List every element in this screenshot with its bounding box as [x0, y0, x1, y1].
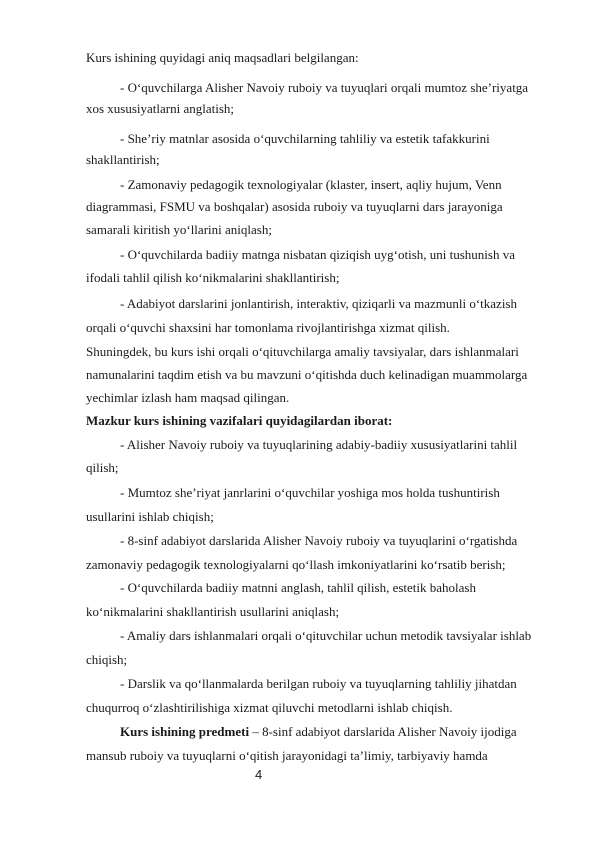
paragraph-line: Shuningdek, bu kurs ishi orqali o‘qituvchilarga amaliy tavsiyalar, dars ishlanmalari: [86, 344, 519, 359]
subject-heading: Kurs ishining predmeti: [120, 724, 250, 739]
subject-text: – 8-sinf adabiyot darslarida Alisher Navoiy ijodiga: [249, 724, 517, 739]
paragraph-line: xos xususiyatlarni anglatish;: [86, 101, 235, 116]
paragraph-line: [120, 724, 565, 739]
paragraph-line: - Adabiyot darslarini jonlantirish, interaktiv, qiziqarli va mazmunli o‘tkazish: [120, 296, 518, 311]
paragraph-line: - Alisher Navoiy ruboiy va tuyuqlarining adabiy-badiiy xususiyatlarini tahlil: [120, 437, 518, 452]
paragraph-line: Kurs ishining quyidagi aniq maqsadlari belgilangan:: [86, 50, 359, 65]
paragraph-line: zamonaviy pedagogik texnologiyalarni qo‘llash imkoniyatlarini ko‘rsatib berish;: [86, 557, 506, 572]
paragraph-line: diagrammasi, FSMU va boshqalar) asosida ruboiy va tuyuqlarni dars jarayoniga: [86, 199, 503, 214]
paragraph-line: - Mumtoz she’riyat janrlarini o‘quvchilar yoshiga mos holda tushuntirish: [120, 485, 500, 500]
page-number: 4: [255, 767, 263, 782]
paragraph-line: usullarini ishlab chiqish;: [86, 509, 214, 524]
paragraph-line: - O‘quvchilarda badiiy matnga nisbatan qiziqish uyg‘otish, uni tushunish va: [120, 247, 515, 262]
paragraph-line: - O‘quvchilarga Alisher Navoiy ruboiy va tuyuqlari orqali mumtoz she’riyatga: [120, 80, 529, 95]
paragraph-line: - She’riy matnlar asosida o‘quvchilarning tahliliy va estetik tafakkurini: [120, 131, 490, 146]
paragraph-line: - Amaliy dars ishlanmalari orqali o‘qituvchilar uchun metodik tavsiyalar ishlab: [120, 628, 532, 643]
paragraph-line: - O‘quvchilarda badiiy matnni anglash, tahlil qilish, estetik baholash: [120, 580, 476, 595]
paragraph-line: chiqish;: [86, 652, 128, 667]
paragraph-line: yechimlar izlash ham maqsad qilingan.: [86, 390, 290, 405]
paragraph-line: - Zamonaviy pedagogik texnologiyalar (klaster, insert, aqliy hujum, Venn: [120, 177, 502, 192]
paragraph-line: chuqurroq o‘zlashtirilishiga xizmat qiluvchi metodlarni ishlab chiqish.: [86, 700, 453, 715]
paragraph-line: ko‘nikmalarini shakllantirish usullarini aniqlash;: [86, 604, 340, 619]
paragraph-line: - Darslik va qo‘llanmalarda berilgan ruboiy va tuyuqlarning tahliliy jihatdan: [120, 676, 517, 691]
paragraph-line: shakllantirish;: [86, 152, 160, 167]
paragraph-line: orqali o‘quvchi shaxsini har tomonlama rivojlantirishga xizmat qilish.: [86, 320, 450, 335]
paragraph-line: ifodali tahlil qilish ko‘nikmalarini shakllantirish;: [86, 270, 340, 285]
section-heading: Mazkur kurs ishining vazifalari quyidagilardan iborat:: [86, 413, 393, 428]
paragraph-line: qilish;: [86, 460, 119, 475]
paragraph-line: mansub ruboiy va tuyuqlarni o‘qitish jarayonidagi ta’limiy, tarbiyaviy hamda: [86, 748, 488, 763]
paragraph-line: - 8-sinf adabiyot darslarida Alisher Navoiy ruboiy va tuyuqlarini o‘rgatishda: [120, 533, 518, 548]
paragraph-line: namunalarini taqdim etish va bu mavzuni o‘qitishda duch kelinadigan muammolarga: [86, 367, 528, 382]
paragraph-line: samarali kiritish yo‘llarini aniqlash;: [86, 222, 272, 237]
